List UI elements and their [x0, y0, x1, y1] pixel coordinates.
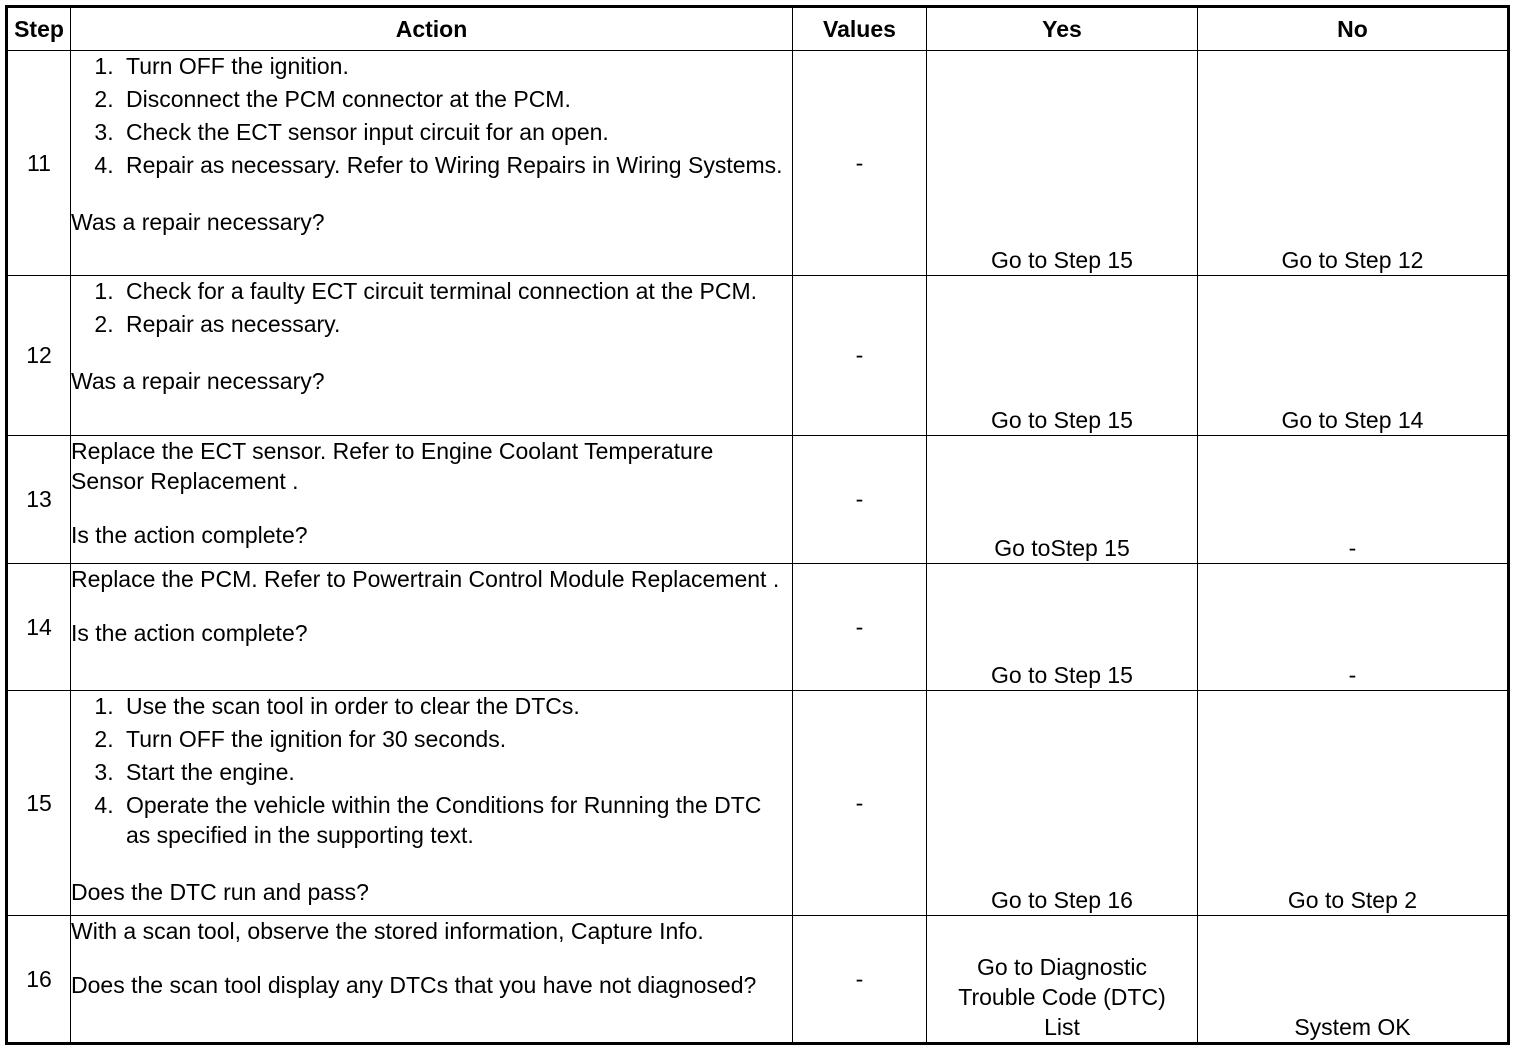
header-no: No: [1198, 7, 1509, 51]
action-cell: [71, 564, 793, 691]
action-description: With a scan tool, observe the stored information, Capture Info.: [71, 918, 704, 944]
table-row: [7, 564, 1509, 691]
yes-link[interactable]: Go toStep 15: [927, 436, 1198, 564]
action-description: Replace the PCM. Refer to Powertrain Control Module Replacement .: [71, 566, 780, 592]
action-question: Does the DTC run and pass?: [71, 879, 369, 905]
action-cell: [71, 51, 793, 276]
action-cell: [71, 916, 793, 1044]
values-cell: -: [793, 691, 927, 916]
no-link[interactable]: Go to Step 14: [1198, 276, 1509, 436]
diagnostic-table: [5, 5, 1510, 1045]
action-cell: [71, 691, 793, 916]
values-cell: -: [793, 916, 927, 1044]
step-number: 14: [7, 564, 71, 691]
header-row: [7, 7, 1509, 51]
yes-link[interactable]: Go to Step 15: [927, 276, 1198, 436]
step-number: 15: [7, 691, 71, 916]
action-question: Is the action complete?: [71, 522, 308, 548]
header-values: Values: [793, 7, 927, 51]
yes-link[interactable]: Go to Step 15: [927, 564, 1198, 691]
values-cell: -: [793, 51, 927, 276]
action-step: 1. Check for a faulty ECT circuit terminal connection at the PCM.: [120, 276, 792, 306]
no-link[interactable]: Go to Step 2: [1198, 691, 1509, 916]
yes-link[interactable]: Go to Step 16: [927, 691, 1198, 916]
yes-link[interactable]: Go to Step 15: [927, 51, 1198, 276]
action-question: Is the action complete?: [71, 620, 308, 646]
table-row: [7, 276, 1509, 436]
action-question: Does the scan tool display any DTCs that you have not diagnosed?: [71, 972, 757, 998]
no-link[interactable]: Go to Step 12: [1198, 51, 1509, 276]
action-question: Was a repair necessary?: [71, 368, 325, 394]
step-number: 12: [7, 276, 71, 436]
header-step: Step: [7, 7, 71, 51]
no-value: -: [1198, 436, 1509, 564]
table-row: [7, 51, 1509, 276]
yes-link[interactable]: Go to Diagnostic Trouble Code (DTC) List: [927, 916, 1198, 1044]
action-step: 4. Operate the vehicle within the Conditions for Running the DTC as specified in the supporting text.: [120, 790, 792, 850]
step-number: 11: [7, 51, 71, 276]
step-number: 16: [7, 916, 71, 1044]
values-cell: -: [793, 436, 927, 564]
action-steps: [71, 276, 792, 339]
table-row: [7, 691, 1509, 916]
action-question: Was a repair necessary?: [71, 209, 325, 235]
action-step: 1. Use the scan tool in order to clear the DTCs.: [120, 691, 792, 721]
action-step: 2. Disconnect the PCM connector at the PCM.: [120, 84, 792, 114]
header-action: Action: [71, 7, 793, 51]
action-step: 2. Turn OFF the ignition for 30 seconds.: [120, 724, 792, 754]
values-cell: -: [793, 564, 927, 691]
action-description: Replace the ECT sensor. Refer to Engine Coolant Temperature Sensor Replacement .: [71, 438, 714, 494]
no-result: System OK: [1198, 916, 1509, 1044]
action-cell: [71, 436, 793, 564]
action-step: 3. Check the ECT sensor input circuit for an open.: [120, 117, 792, 147]
table-row: [7, 916, 1509, 1044]
action-step: 3. Start the engine.: [120, 757, 792, 787]
action-step: 2. Repair as necessary.: [120, 309, 792, 339]
no-value: -: [1198, 564, 1509, 691]
header-yes: Yes: [927, 7, 1198, 51]
step-number: 13: [7, 436, 71, 564]
action-steps: [71, 51, 792, 180]
action-step: 4. Repair as necessary. Refer to Wiring Repairs in Wiring Systems.: [120, 150, 792, 180]
action-step: 1. Turn OFF the ignition.: [120, 51, 792, 81]
action-steps: [71, 691, 792, 850]
table-row: [7, 436, 1509, 564]
action-cell: [71, 276, 793, 436]
values-cell: -: [793, 276, 927, 436]
